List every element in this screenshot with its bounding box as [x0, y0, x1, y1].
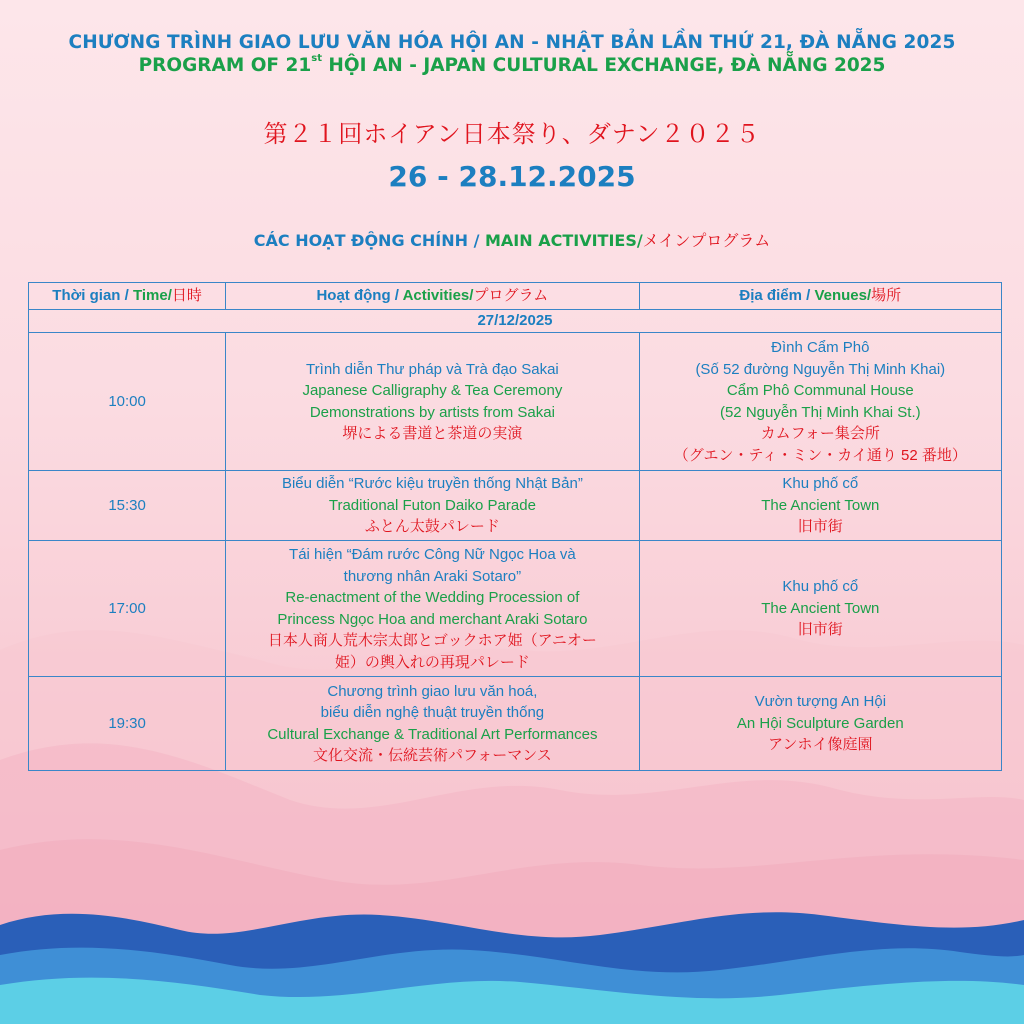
table-row	[29, 333, 1002, 471]
table-row	[29, 541, 1002, 677]
venue-cell: Đình Cẩm Phô (Số 52 đường Nguyễn Thị Minh Khai) Cẩm Phô Communal House (52 Nguyễn Thị Minh Khai St.) カムフォー集会所 （グエン・ティ・ミン・カイ通り 52 番地）	[639, 333, 1001, 471]
time-cell: 17:00	[29, 541, 226, 677]
activity-cell: Trình diễn Thư pháp và Trà đạo Sakai Japanese Calligraphy & Tea Ceremony Demonstrations by artists from Sakai 堺による書道と茶道の実演	[226, 333, 639, 471]
activity-cell: Chương trình giao lưu văn hoá, biểu diễn nghệ thuật truyền thống Cultural Exchange & Traditional Art Performances 文化交流・伝統芸術パフォーマンス	[226, 677, 639, 771]
table-header-row	[29, 283, 1002, 310]
time-cell: 19:30	[29, 677, 226, 771]
activity-cell: Biểu diễn “Rước kiệu truyền thống Nhật Bản” Traditional Futon Daiko Parade ふとん太鼓パレード	[226, 471, 639, 541]
column-header-time: Thời gian / Time/日時	[29, 283, 226, 310]
venue-cell: Khu phố cổ The Ancient Town 旧市街	[639, 541, 1001, 677]
table-row	[29, 471, 1002, 541]
venue-cell: Khu phố cổ The Ancient Town 旧市街	[639, 471, 1001, 541]
event-dates: 26 - 28.12.2025	[388, 160, 636, 193]
schedule-table	[28, 282, 1002, 771]
time-cell: 10:00	[29, 333, 226, 471]
column-header-venues: Địa điểm / Venues/場所	[639, 283, 1001, 310]
venue-cell: Vườn tượng An Hội An Hội Sculpture Garden アンホイ像庭園	[639, 677, 1001, 771]
activity-cell: Tái hiện “Đám rước Công Nữ Ngọc Hoa và thương nhân Araki Sotaro” Re-enactment of the Wedding Procession of Princess Ngọc Hoa and merchant Araki Sotaro 日本人商人荒木宗太郎とゴックホア姫（アニオー 姫）の輿入れの再現パレード	[226, 541, 639, 677]
section-heading: CÁC HOẠT ĐỘNG CHÍNH / MAIN ACTIVITIES/メインプログラム	[253, 231, 771, 250]
title-vietnamese: CHƯƠNG TRÌNH GIAO LƯU VĂN HÓA HỘI AN - NHẬT BẢN LẦN THỨ 21, ĐÀ NẴNG 2025	[68, 32, 956, 53]
date-row	[29, 310, 1002, 333]
table-row	[29, 677, 1002, 771]
title-japanese: 第２１回ホイアン日本祭り、ダナン２０２５	[263, 120, 761, 148]
column-header-activities: Hoạt động / Activities/プログラム	[226, 283, 639, 310]
date-cell: 27/12/2025	[29, 310, 1002, 333]
time-cell: 15:30	[29, 471, 226, 541]
title-english: PROGRAM OF 21st HỘI AN - JAPAN CULTURAL EXCHANGE, ĐÀ NẴNG 2025	[138, 53, 886, 76]
